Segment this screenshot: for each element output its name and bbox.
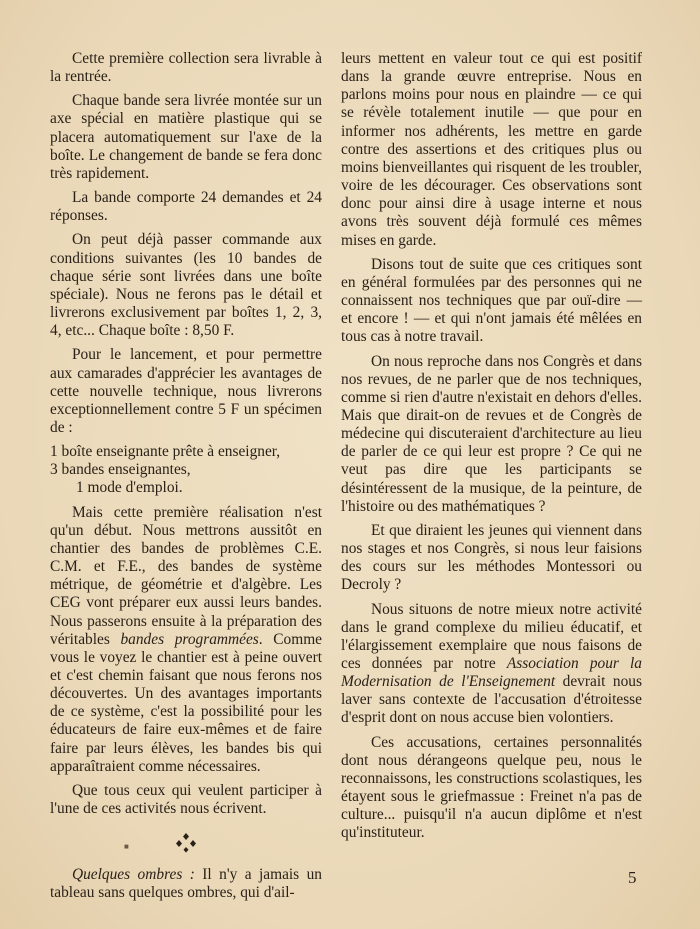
list-item: 3 bandes enseignantes, [50, 461, 191, 479]
emphasis: bandes programmées [120, 630, 259, 648]
paragraph-text: . Comme vous le voyez le chantier est à peine ouvert et c'est chemin faisant que nous ferons nos découvertes. Un des avantages importants de ce système, c'est la possibilité pour les éducateurs de faire eux-mêmes et de faire faire par leurs élèves, les bandes bis qui apparaîtraient comme nécessaires. [50, 630, 322, 775]
paragraph [50, 866, 322, 902]
paragraph: Cette première collection sera livrable à la rentrée. [50, 50, 322, 86]
paragraph: Chaque bande sera livrée montée sur un axe spécial en matière plastique qui se placera automatiquement sur l'axe de la boîte. Le changement de bande se fera donc très rapidement. [50, 92, 322, 182]
list-item: 1 mode d'emploi. [76, 479, 183, 497]
left-column [50, 50, 322, 909]
page-number: 5 [628, 868, 637, 887]
section-separator [50, 832, 322, 854]
section-heading: Quelques ombres : [72, 866, 195, 884]
paragraph: Et que diraient les jeunes qui viennent dans nos stages et nos Congrès, si nous leur faisions des cours sur les méthodes Montessori ou Decroly ? [341, 521, 642, 594]
paragraph [50, 504, 322, 776]
right-column [341, 50, 642, 849]
paragraph-text: Nous situons de notre mieux notre activité dans le grand complexe du milieu éducatif, et l'élargissement exemplaire que nous faisons de ces données par notre [341, 600, 642, 672]
paragraph: Pour le lancement, et pour permettre aux camarades d'apprécier les avantages de cette nouvelle technique, nous livrerons exceptionnellement contre 5 F un spécimen de : [50, 346, 322, 436]
paragraph-text: Il n'y a jamais un tableau sans quelques ombres, qui d'ail- [50, 866, 322, 902]
paragraph: Ces accusations, certaines personnalités dont nous dérangeons quelque peu, nous le reconnaissons, les constructions scolastiques, les étayent sous le griefmassue : Freinet n'a pas de culture... puisqu'il n'a aucun diplôme et n'est qu'instituteur. [341, 733, 642, 842]
list-item: 1 boîte enseignante prête à enseigner, [50, 443, 281, 461]
diamond-fleuron-icon [173, 832, 199, 854]
paragraph [341, 601, 642, 728]
paragraph: Que tous ceux qui veulent participer à l'une de ces activités nous écrivent. [50, 781, 322, 818]
paragraph: Disons tout de suite que ces critiques sont en général formulées par des personnes qui ne connaissent nos techniques que par ouï-dire — et encore ! — et qui n'ont jamais été mêlées en tous cas à notre travail. [341, 255, 642, 346]
paragraph: On peut déjà passer commande aux conditions suivantes (les 10 bandes de chaque série sont livrées dans une boîte spéciale). Nous ne ferons pas le détail et livrerons exclusivement par boîtes 1, 2, 3, 4, etc... Chaque boîte : 8,50 F. [50, 231, 322, 340]
paragraph: leurs mettent en valeur tout ce qui est positif dans la grande œuvre entreprise. Nous en parlons moins pour nous en plaindre — ce qui se révèle totalement inutile — que pour en informer nos adhérents, les mettre en garde contre des assertions et des critiques plus ou moins bienveillantes qui risquent de les troubler, voire de les décourager. Ces observations sont donc pour ainsi dire à usage interne et nous avons très souvent déjà formulé ces mêmes mises en garde. [341, 50, 642, 249]
emphasis: Association pour la Modernisation de l'Enseignement [341, 655, 642, 691]
paragraph: On nous reproche dans nos Congrès et dans nos revues, de ne parler que de nos techniques, comme si rien d'autre n'existait en dehors d'elles. Mais que dirait-on de revues et de Congrès de médecine qui discuteraient d'architecture au lieu de parler de ce qui leur est propre ? Ce qui ne veut pas dire que les participants se désintéressent de la musique, de la peinture, de l'histoire ou des mathématiques ? [341, 352, 642, 515]
paragraph-text: devrait nous laver sans contexte de l'accusation d'étroitesse d'esprit dont on nous accuse bien volontiers. [341, 673, 642, 727]
paragraph-text: Mais cette première réalisation n'est qu'un début. Nous mettrons aussitôt en chantier des bandes de problèmes C.E. C.M. et F.E., des bandes de système métrique, de géométrie et d'algèbre. Les CEG vont préparer eux aussi leurs bandes. Nous passerons ensuite à la préparation des véritables [50, 503, 322, 648]
paragraph: La bande comporte 24 demandes et 24 réponses. [50, 189, 322, 225]
dot-ornament-icon: ■ [124, 842, 129, 852]
